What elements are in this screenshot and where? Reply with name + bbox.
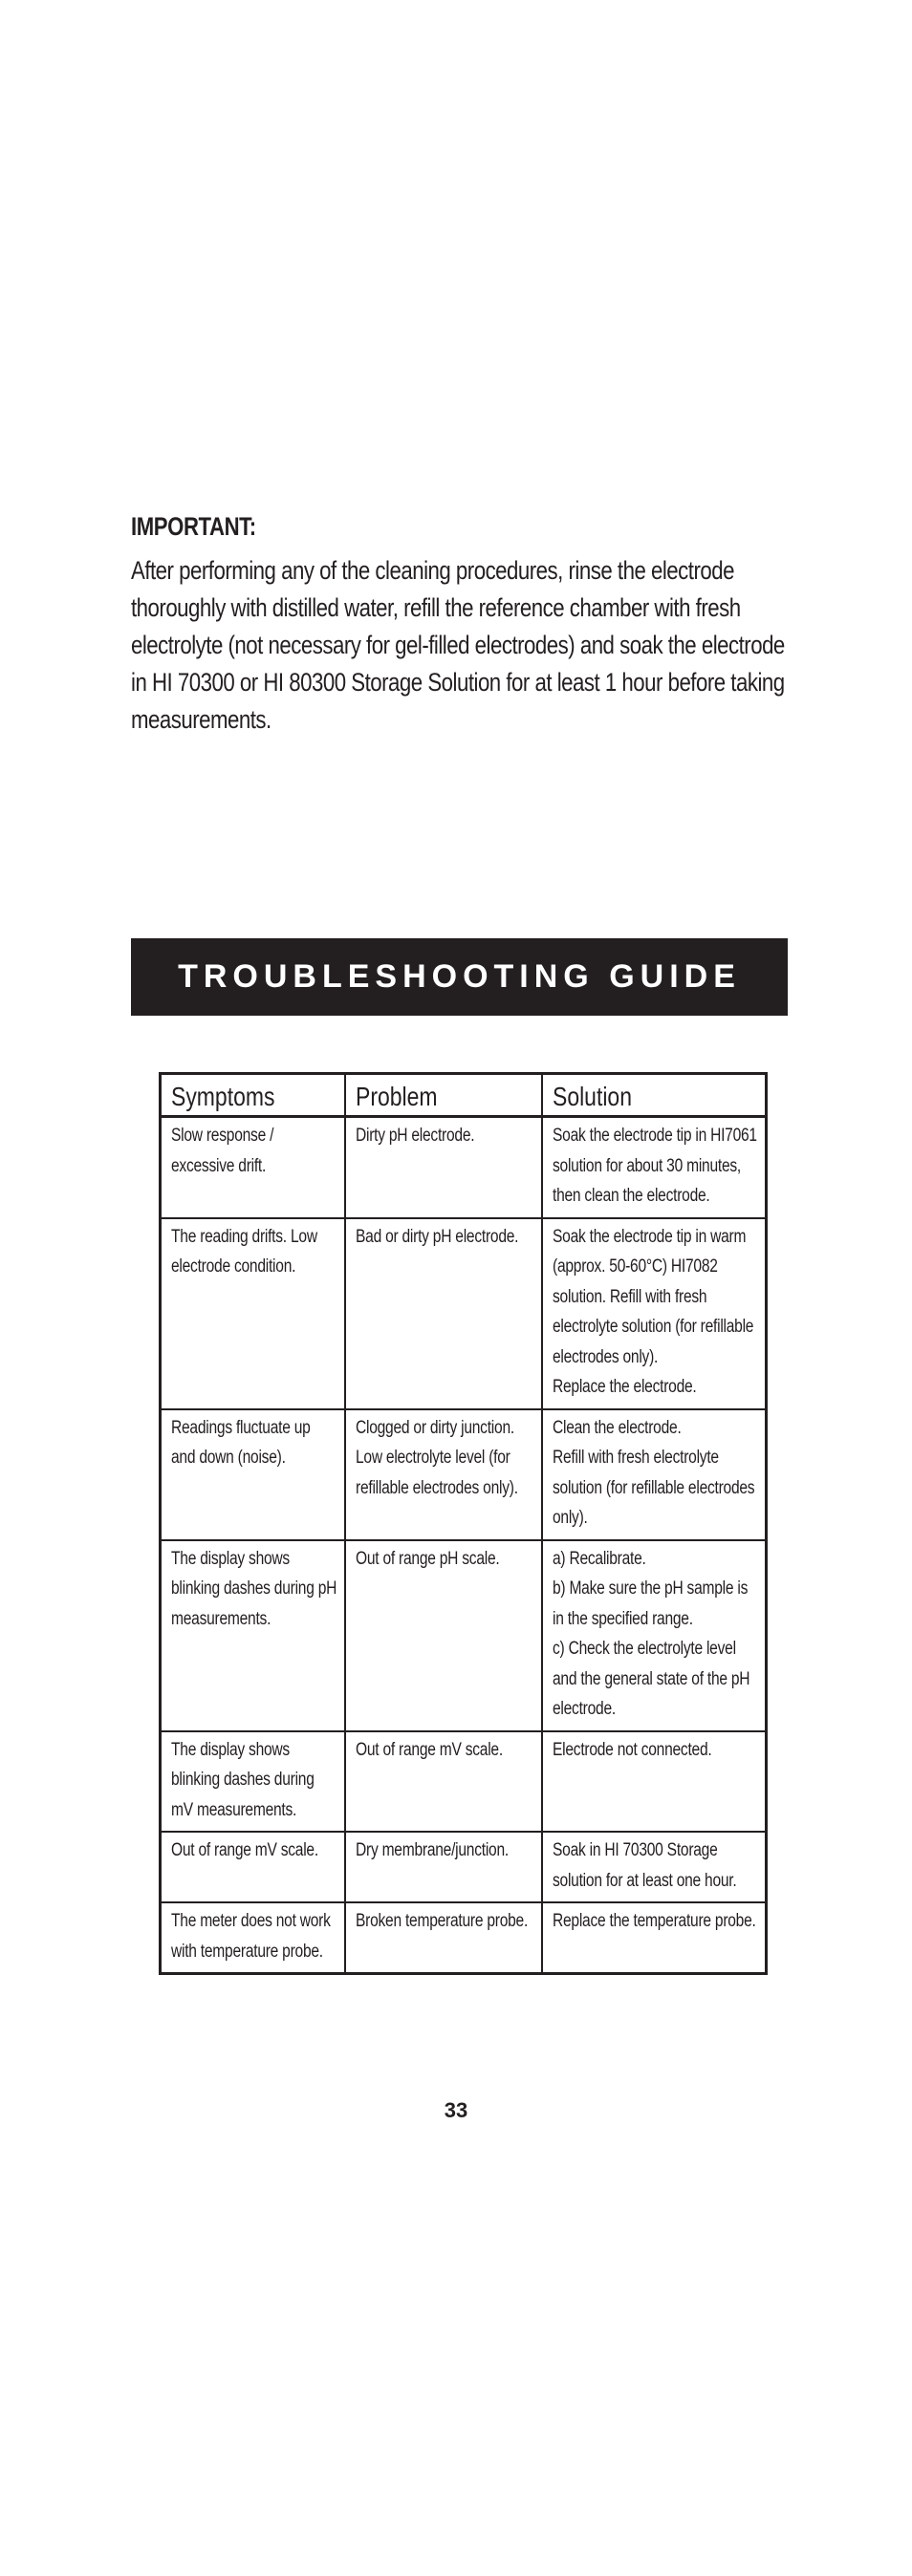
solution-line: Replace the electrode. bbox=[552, 1377, 696, 1397]
problem-cell: Clogged or dirty junction. Low electrolyte level (for refillable electrodes only). bbox=[345, 1409, 542, 1540]
solution-cell bbox=[542, 1117, 767, 1218]
solution-cell bbox=[542, 1731, 767, 1833]
symptom-cell: The meter does not work with temperature probe. bbox=[161, 1902, 345, 1974]
section-banner bbox=[131, 938, 788, 1016]
table-header-row bbox=[161, 1074, 767, 1117]
solution-line: Soak the electrode tip in warm (approx. 50-60°C) HI7082 solution. Refill with fresh electrolyte solution (for refillable electrodes only). bbox=[552, 1226, 753, 1367]
problem-cell: Bad or dirty pH electrode. bbox=[345, 1218, 542, 1409]
header-symptoms: Symptoms bbox=[161, 1074, 345, 1117]
table-row bbox=[161, 1731, 767, 1833]
solution-line: Electrode not connected. bbox=[552, 1739, 711, 1760]
important-body: After performing any of the cleaning procedures, rinse the electrode thoroughly with distilled water, refill the reference chamber with fresh electrolyte (not necessary for gel-filled electrodes) and soak the electrode in HI 70300 or HI 80300 Storage Solution for at least 1 hour before taking measurements. bbox=[131, 556, 785, 734]
header-problem: Problem bbox=[345, 1074, 542, 1117]
solution-line: a) Recalibrate. bbox=[552, 1548, 646, 1569]
header-solution: Solution bbox=[542, 1074, 767, 1117]
solution-line: Soak the electrode tip in HI7061 solution for about 30 minutes, then clean the electrode. bbox=[552, 1126, 757, 1206]
solution-line: Clean the electrode. bbox=[552, 1417, 682, 1438]
solution-line: Replace the temperature probe. bbox=[552, 1911, 756, 1931]
table-row bbox=[161, 1218, 767, 1409]
problem-cell: Out of range pH scale. bbox=[345, 1540, 542, 1731]
table-row bbox=[161, 1409, 767, 1540]
solution-line: c) Check the electrolyte level and the general state of the pH electrode. bbox=[552, 1639, 749, 1719]
section-title: TROUBLESHOOTING GUIDE bbox=[178, 958, 741, 995]
problem-cell: Broken temperature probe. bbox=[345, 1902, 542, 1974]
troubleshooting-table bbox=[159, 1072, 768, 1975]
symptom-cell: The display shows blinking dashes during mV measurements. bbox=[161, 1731, 345, 1833]
symptom-cell: The display shows blinking dashes during pH measurements. bbox=[161, 1540, 345, 1731]
solution-cell bbox=[542, 1409, 767, 1540]
problem-cell: Out of range mV scale. bbox=[345, 1731, 542, 1833]
troubleshooting-table-container bbox=[159, 1072, 765, 1975]
table-row bbox=[161, 1832, 767, 1902]
solution-cell bbox=[542, 1540, 767, 1731]
problem-cell: Dirty pH electrode. bbox=[345, 1117, 542, 1218]
solution-line: Refill with fresh electrolyte solution (for refillable electrodes only). bbox=[552, 1448, 754, 1528]
solution-line: b) Make sure the pH sample is in the specified range. bbox=[552, 1578, 748, 1629]
symptom-cell: The reading drifts. Low electrode condition. bbox=[161, 1218, 345, 1409]
table-row bbox=[161, 1540, 767, 1731]
symptom-cell: Out of range mV scale. bbox=[161, 1832, 345, 1902]
table-row bbox=[161, 1902, 767, 1974]
symptom-cell: Readings fluctuate up and down (noise). bbox=[161, 1409, 345, 1540]
solution-cell bbox=[542, 1902, 767, 1974]
problem-cell: Dry membrane/junction. bbox=[345, 1832, 542, 1902]
important-note bbox=[131, 510, 788, 739]
table-body bbox=[161, 1117, 767, 1974]
page-number: 33 bbox=[444, 2098, 468, 2122]
important-heading: IMPORTANT: bbox=[131, 512, 256, 541]
table-row bbox=[161, 1117, 767, 1218]
solution-line: Soak in HI 70300 Storage solution for at least one hour. bbox=[552, 1840, 736, 1891]
symptom-cell: Slow response / excessive drift. bbox=[161, 1117, 345, 1218]
solution-cell bbox=[542, 1218, 767, 1409]
solution-cell bbox=[542, 1832, 767, 1902]
